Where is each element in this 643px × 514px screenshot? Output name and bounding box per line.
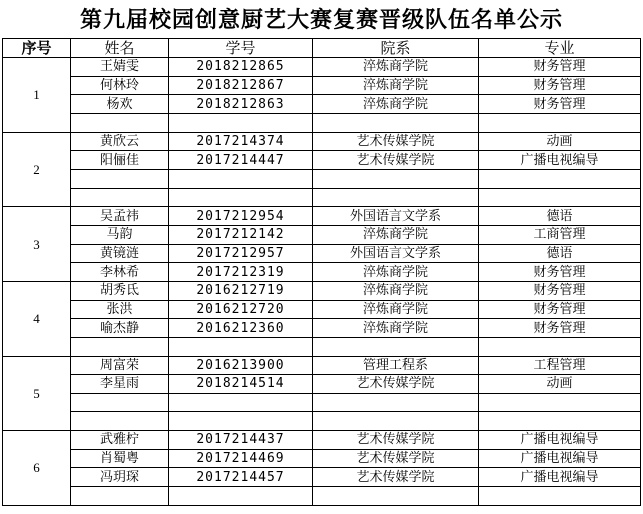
- student-id-cell: 2017212319: [169, 263, 313, 282]
- table-row: [3, 225, 641, 244]
- major-cell: [479, 169, 641, 188]
- school-cell: [313, 393, 479, 412]
- major-cell: 广播电视编导: [479, 449, 641, 468]
- major-cell: 财务管理: [479, 263, 641, 282]
- name-cell: [71, 337, 169, 356]
- table-row: [3, 244, 641, 263]
- major-cell: 广播电视编导: [479, 468, 641, 487]
- major-cell: [479, 113, 641, 132]
- school-cell: 艺术传媒学院: [313, 132, 479, 151]
- major-cell: 广播电视编导: [479, 431, 641, 450]
- major-cell: 财务管理: [479, 281, 641, 300]
- table-row: [3, 487, 641, 506]
- name-cell: [71, 487, 169, 506]
- name-cell: 张洪: [71, 300, 169, 319]
- name-cell: [71, 169, 169, 188]
- name-cell: 吴孟祎: [71, 207, 169, 226]
- team-seq-cell: 2: [3, 132, 71, 207]
- team-seq-cell: 6: [3, 431, 71, 506]
- school-cell: 艺术传媒学院: [313, 468, 479, 487]
- header-school: 院系: [313, 39, 479, 58]
- table-row: [3, 76, 641, 95]
- name-cell: 冯玥琛: [71, 468, 169, 487]
- name-cell: [71, 412, 169, 431]
- name-cell: 李林希: [71, 263, 169, 282]
- major-cell: 动画: [479, 375, 641, 394]
- major-cell: 财务管理: [479, 95, 641, 114]
- student-id-cell: 2016212719: [169, 281, 313, 300]
- school-cell: 淬炼商学院: [313, 225, 479, 244]
- student-id-cell: [169, 188, 313, 207]
- school-cell: [313, 337, 479, 356]
- student-id-cell: [169, 412, 313, 431]
- name-cell: 胡秀氐: [71, 281, 169, 300]
- student-id-cell: 2017214469: [169, 449, 313, 468]
- table-row: [3, 468, 641, 487]
- major-cell: [479, 393, 641, 412]
- table-row: [3, 356, 641, 375]
- school-cell: [313, 487, 479, 506]
- name-cell: 马韵: [71, 225, 169, 244]
- student-id-cell: 2016212720: [169, 300, 313, 319]
- table-row: [3, 375, 641, 394]
- student-id-cell: 2018212863: [169, 95, 313, 114]
- name-cell: 肖蜀粤: [71, 449, 169, 468]
- school-cell: [313, 188, 479, 207]
- student-id-cell: [169, 113, 313, 132]
- page-title: 第九届校园创意厨艺大赛复赛晋级队伍名单公示: [79, 7, 563, 33]
- table-row: [3, 113, 641, 132]
- student-id-cell: 2018212865: [169, 58, 313, 77]
- name-cell: [71, 393, 169, 412]
- major-cell: 工程管理: [479, 356, 641, 375]
- school-cell: 艺术传媒学院: [313, 375, 479, 394]
- major-cell: 德语: [479, 244, 641, 263]
- student-id-cell: 2017214437: [169, 431, 313, 450]
- student-id-cell: 2017212954: [169, 207, 313, 226]
- major-cell: [479, 487, 641, 506]
- student-id-cell: 2016212360: [169, 319, 313, 338]
- student-id-cell: 2016213900: [169, 356, 313, 375]
- name-cell: 阳俪佳: [71, 151, 169, 170]
- school-cell: 淬炼商学院: [313, 300, 479, 319]
- table-row: [3, 169, 641, 188]
- table-row: [3, 58, 641, 77]
- name-cell: [71, 113, 169, 132]
- table-row: [3, 263, 641, 282]
- name-cell: [71, 188, 169, 207]
- school-cell: 艺术传媒学院: [313, 449, 479, 468]
- table-row: [3, 132, 641, 151]
- school-cell: 外国语言文学系: [313, 244, 479, 263]
- student-id-cell: 2017212957: [169, 244, 313, 263]
- major-cell: 广播电视编导: [479, 151, 641, 170]
- school-cell: [313, 169, 479, 188]
- header-major: 专业: [479, 39, 641, 58]
- name-cell: 周富荣: [71, 356, 169, 375]
- table-row: [3, 207, 641, 226]
- table-row: [3, 188, 641, 207]
- school-cell: 淬炼商学院: [313, 319, 479, 338]
- header-name: 姓名: [71, 39, 169, 58]
- school-cell: 外国语言文学系: [313, 207, 479, 226]
- table-row: [3, 95, 641, 114]
- major-cell: 财务管理: [479, 319, 641, 338]
- student-id-cell: [169, 337, 313, 356]
- student-id-cell: 2018214514: [169, 375, 313, 394]
- table-row: [3, 431, 641, 450]
- major-cell: [479, 337, 641, 356]
- student-id-cell: [169, 393, 313, 412]
- header-seq: 序号: [3, 39, 71, 58]
- student-id-cell: 2017212142: [169, 225, 313, 244]
- name-cell: 喻杰静: [71, 319, 169, 338]
- name-cell: 李星雨: [71, 375, 169, 394]
- table-row: [3, 151, 641, 170]
- roster-table: [2, 38, 641, 506]
- table-row: [3, 412, 641, 431]
- school-cell: [313, 113, 479, 132]
- major-cell: 财务管理: [479, 76, 641, 95]
- roster-body: [3, 58, 641, 506]
- school-cell: 艺术传媒学院: [313, 431, 479, 450]
- name-cell: 杨欢: [71, 95, 169, 114]
- major-cell: 财务管理: [479, 300, 641, 319]
- major-cell: 工商管理: [479, 225, 641, 244]
- team-seq-cell: 3: [3, 207, 71, 282]
- table-row: [3, 449, 641, 468]
- school-cell: 艺术传媒学院: [313, 151, 479, 170]
- name-cell: 王婧雯: [71, 58, 169, 77]
- name-cell: 黄欣云: [71, 132, 169, 151]
- team-seq-cell: 4: [3, 281, 71, 356]
- school-cell: 淬炼商学院: [313, 76, 479, 95]
- name-cell: 何林玲: [71, 76, 169, 95]
- major-cell: 动画: [479, 132, 641, 151]
- major-cell: [479, 412, 641, 431]
- name-cell: 黄镜涟: [71, 244, 169, 263]
- student-id-cell: 2017214457: [169, 468, 313, 487]
- name-cell: 武雅柠: [71, 431, 169, 450]
- student-id-cell: [169, 487, 313, 506]
- table-row: [3, 393, 641, 412]
- table-row: [3, 281, 641, 300]
- student-id-cell: 2017214374: [169, 132, 313, 151]
- school-cell: 淬炼商学院: [313, 263, 479, 282]
- major-cell: [479, 188, 641, 207]
- table-row: [3, 337, 641, 356]
- major-cell: 德语: [479, 207, 641, 226]
- header-row: [3, 39, 641, 58]
- team-seq-cell: 1: [3, 58, 71, 133]
- header-student-id: 学号: [169, 39, 313, 58]
- table-row: [3, 319, 641, 338]
- major-cell: 财务管理: [479, 58, 641, 77]
- student-id-cell: [169, 169, 313, 188]
- school-cell: 淬炼商学院: [313, 95, 479, 114]
- school-cell: 淬炼商学院: [313, 281, 479, 300]
- school-cell: 淬炼商学院: [313, 58, 479, 77]
- school-cell: [313, 412, 479, 431]
- team-seq-cell: 5: [3, 356, 71, 431]
- school-cell: 管理工程系: [313, 356, 479, 375]
- table-row: [3, 300, 641, 319]
- student-id-cell: 2018212867: [169, 76, 313, 95]
- student-id-cell: 2017214447: [169, 151, 313, 170]
